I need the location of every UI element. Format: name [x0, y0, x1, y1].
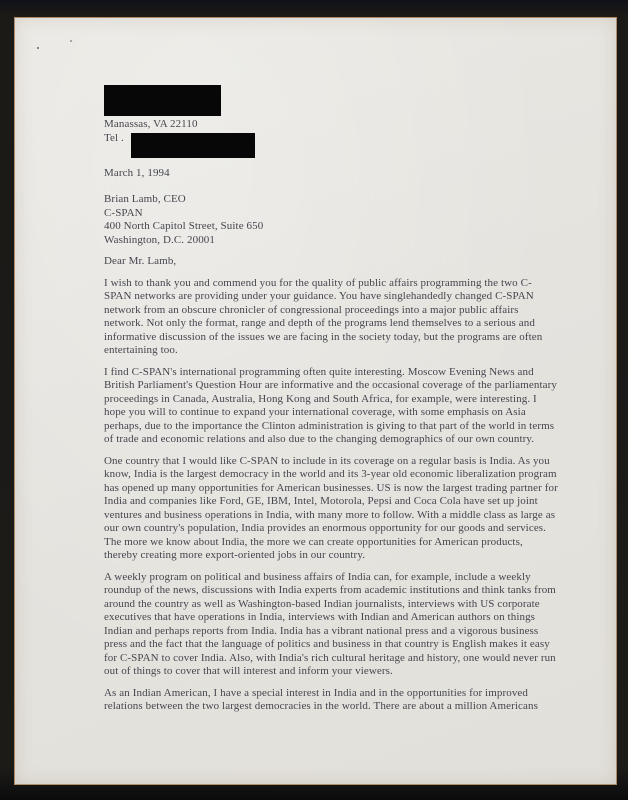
sender-city-line: Manassas, VA 22110: [104, 118, 198, 130]
paragraph-2: I find C-SPAN's international programming often quite interesting. Moscow Evening News and British Parliament's Question Hour are informative and the occasional coverage of the parliamentary proceedings in Canada, Australia, Hong Kong and South Africa, for example, were interesting. I hope you will to continue to expand your international coverage, with some emphasis on Asia perhaps, due to the importance the Clinton administration is giving to that part of the world in terms of trade and economic relations and also due to the changing demographics of our own country.: [104, 365, 557, 445]
paragraph-5: As an Indian American, I have a special interest in India and in the opportunities for improved relations between the two largest democracies in the world. There are about a million Americans: [104, 686, 538, 712]
paragraph-1: I wish to thank you and commend you for the quality of public affairs programming the two C-SPAN networks are providing under your guidance. You have singlehandedly changed C-SPAN network from an obscure chronicler of congressional proceedings into a major public affairs network. Not only the format, range and depth of the programs lend themselves to a serious and informative discussion of the issues we are facing in the society today, but the programs are often entertaining too.: [104, 276, 543, 356]
redacted-phone-number: [131, 133, 255, 158]
sender-address-block: [104, 85, 559, 158]
letter-date: March 1, 1994: [104, 166, 170, 179]
scan-speck: [37, 47, 39, 49]
paragraph-3: One country that I would like C-SPAN to include in its coverage on a regular basis is India. As you know, India is the largest democracy in the world and its 3-year old economic liberalization program has opened up many opportunities for American businesses. US is now the largest trading partner for India and companies like Ford, GE, IBM, Intel, Motorola, Pepsi and Coca Cola have set up joint ventures and business operations in India, with many more to follow. With a middle class as large as our own country's population, India provides an enormous opportunity for our goods and services. The more we know about India, the more we can create opportunities for American products, thereby creating more export-oriented jobs in our country.: [104, 454, 558, 561]
redacted-sender-address: [104, 85, 221, 116]
letter-content: [104, 85, 559, 714]
salutation: Dear Mr. Lamb,: [104, 255, 177, 267]
sender-tel-line: [104, 132, 559, 158]
letter-page: [14, 17, 617, 785]
recipient-street: 400 North Capitol Street, Suite 650: [104, 220, 264, 232]
recipient-organization: C-SPAN: [104, 206, 143, 219]
recipient-address-block: [104, 193, 559, 247]
recipient-name: Brian Lamb, CEO: [104, 193, 186, 205]
scan-speck: [70, 40, 72, 42]
tel-label: Tel .: [104, 131, 124, 144]
paragraph-4: A weekly program on political and business affairs of India can, for example, include a weekly roundup of the news, discussions with India experts from academic institutions and think tanks from around the country as well as Washington-based Indian journalists, interviews with US corporate executives that have operations in India, interviews with Indian and American authors on things Indian and perhaps reports from India. India has a vibrant national press and a vigorous business press and the fact that the language of politics and business in that country is English makes it easy for C-SPAN to cover India. Also, with India's rich cultural heritage and history, one would never run out of things to cover that will interest and inform your viewers.: [104, 570, 556, 677]
recipient-city: Washington, D.C. 20001: [104, 233, 216, 246]
